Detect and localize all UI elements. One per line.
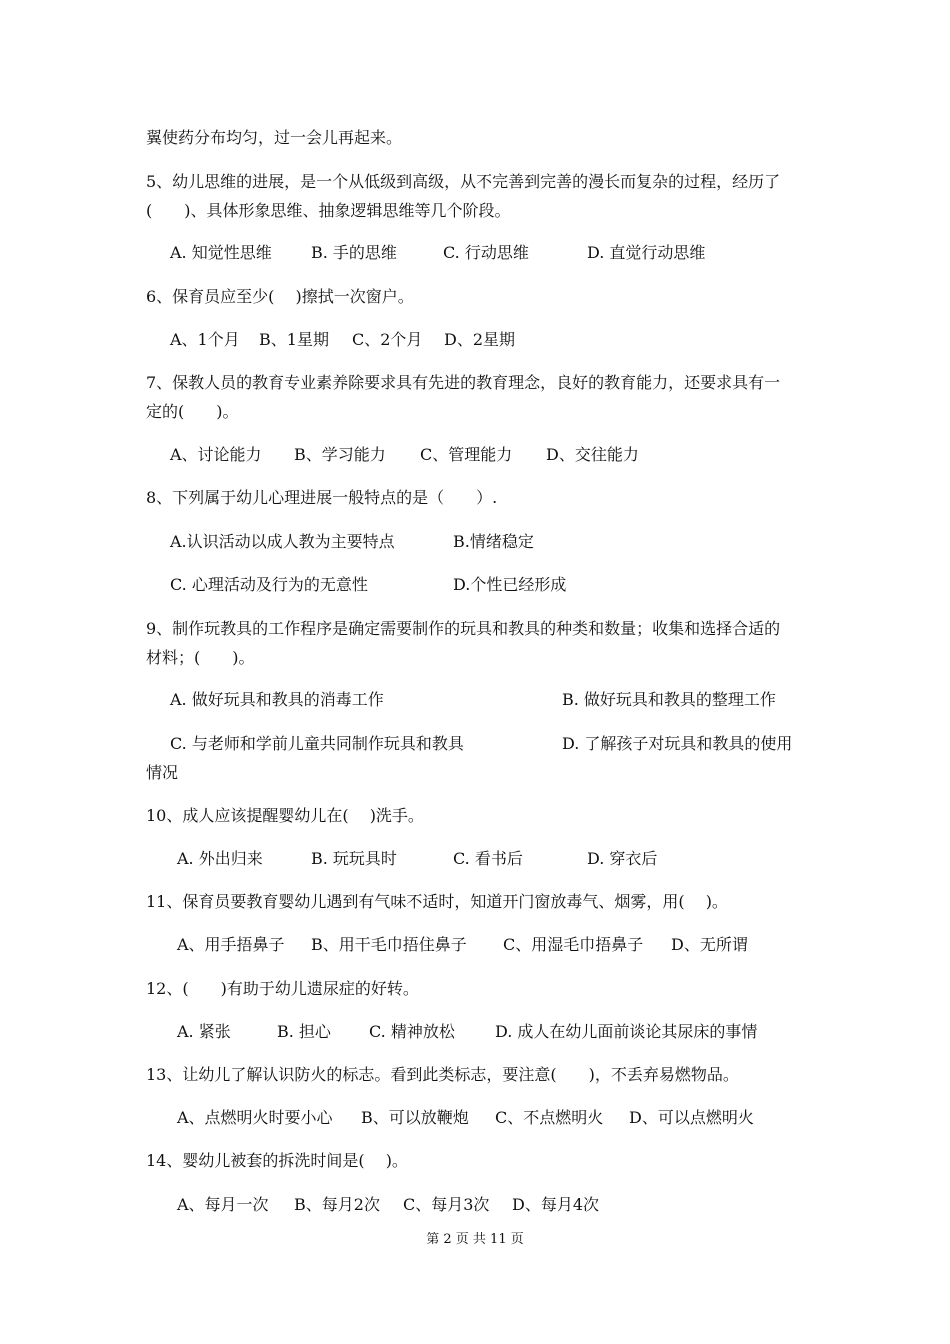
- question-10-stem: 10、成人应该提醒婴幼儿在( )洗手。: [146, 806, 424, 825]
- q8-option-c: C. 心理活动及行为的无意性: [170, 575, 368, 594]
- q10-option-c: C. 看书后: [453, 849, 523, 868]
- q5-option-b: B. 手的思维: [311, 243, 397, 262]
- q7-option-c: C、管理能力: [420, 445, 513, 464]
- q14-option-d: D、每月4次: [512, 1195, 600, 1214]
- q9-option-b: B. 做好玩具和教具的整理工作: [562, 690, 776, 709]
- q13-option-b: B、可以放鞭炮: [361, 1108, 469, 1127]
- question-9-stem-cont: 材料；( )。: [146, 648, 255, 667]
- q7-option-a: A、讨论能力: [170, 445, 262, 464]
- page-footer: 第 2 页 共 11 页: [426, 1232, 524, 1247]
- q8-option-d: D.个性已经形成: [453, 575, 567, 594]
- q9-option-a: A. 做好玩具和教具的消毒工作: [170, 690, 384, 709]
- question-7-stem: 7、保教人员的教育专业素养除要求具有先进的教育理念，良好的教育能力，还要求具有一: [146, 373, 781, 392]
- continuation-text: 翼使药分布均匀，过一会儿再起来。: [146, 128, 403, 147]
- q5-option-c: C. 行动思维: [443, 243, 529, 262]
- question-7-stem-cont: 定的( )。: [146, 402, 239, 421]
- q5-option-d: D. 直觉行动思维: [587, 243, 706, 262]
- question-11-stem: 11、保育员要教育婴幼儿遇到有气味不适时，知道开门窗放毒气、烟雾，用( )。: [146, 892, 728, 911]
- q12-option-a: A. 紧张: [177, 1022, 231, 1041]
- question-5-stem-cont: ( )、具体形象思维、抽象逻辑思维等几个阶段。: [146, 201, 511, 220]
- question-8-stem: 8、下列属于幼儿心理进展一般特点的是（ ）.: [146, 488, 498, 507]
- q9-option-c: C. 与老师和学前儿童共同制作玩具和教具: [170, 734, 464, 753]
- question-14-stem: 14、婴幼儿被套的拆洗时间是( )。: [146, 1151, 408, 1170]
- q5-option-a: A. 知觉性思维: [170, 243, 272, 262]
- q12-option-c: C. 精神放松: [369, 1022, 455, 1041]
- q11-option-c: C、用湿毛巾捂鼻子: [503, 935, 644, 954]
- q13-option-c: C、不点燃明火: [495, 1108, 604, 1127]
- q10-option-d: D. 穿衣后: [587, 849, 658, 868]
- q13-option-d: D、可以点燃明火: [629, 1108, 754, 1127]
- q13-option-a: A、点燃明火时要小心: [177, 1108, 333, 1127]
- q6-option-d: D、2星期: [444, 330, 516, 349]
- q10-option-b: B. 玩玩具时: [311, 849, 397, 868]
- q10-option-a: A. 外出归来: [177, 849, 263, 868]
- q8-option-a: A.认识活动以成人教为主要特点: [170, 532, 395, 551]
- q9-option-d: D. 了解孩子对玩具和教具的使用: [562, 734, 793, 753]
- q7-option-b: B、学习能力: [294, 445, 386, 464]
- question-13-stem: 13、让幼儿了解认识防火的标志。看到此类标志，要注意( )，不丢弃易燃物品。: [146, 1065, 739, 1084]
- q8-option-b: B.情绪稳定: [453, 532, 534, 551]
- question-9-stem: 9、制作玩教具的工作程序是确定需要制作的玩具和教具的种类和数量；收集和选择合适的: [146, 619, 781, 638]
- q11-option-b: B、用干毛巾捂住鼻子: [311, 935, 467, 954]
- q14-option-c: C、每月3次: [403, 1195, 490, 1214]
- question-5-stem: 5、幼儿思维的进展，是一个从低级到高级，从不完善到完善的漫长而复杂的过程，经历了: [146, 172, 781, 191]
- q14-option-b: B、每月2次: [294, 1195, 380, 1214]
- q7-option-d: D、交往能力: [546, 445, 639, 464]
- q14-option-a: A、每月一次: [177, 1195, 269, 1214]
- question-6-stem: 6、保育员应至少( )擦拭一次窗户。: [146, 287, 414, 306]
- q12-option-b: B. 担心: [277, 1022, 331, 1041]
- question-12-stem: 12、( )有助于幼儿遗尿症的好转。: [146, 979, 419, 998]
- q11-option-d: D、无所谓: [671, 935, 748, 954]
- q9-option-d-cont: 情况: [146, 763, 179, 782]
- q6-option-c: C、2个月: [352, 330, 423, 349]
- q6-option-a: A、1个月: [170, 330, 240, 349]
- q6-option-b: B、1星期: [259, 330, 329, 349]
- q11-option-a: A、用手捂鼻子: [177, 935, 285, 954]
- q12-option-d: D. 成人在幼儿面前谈论其尿床的事情: [495, 1022, 758, 1041]
